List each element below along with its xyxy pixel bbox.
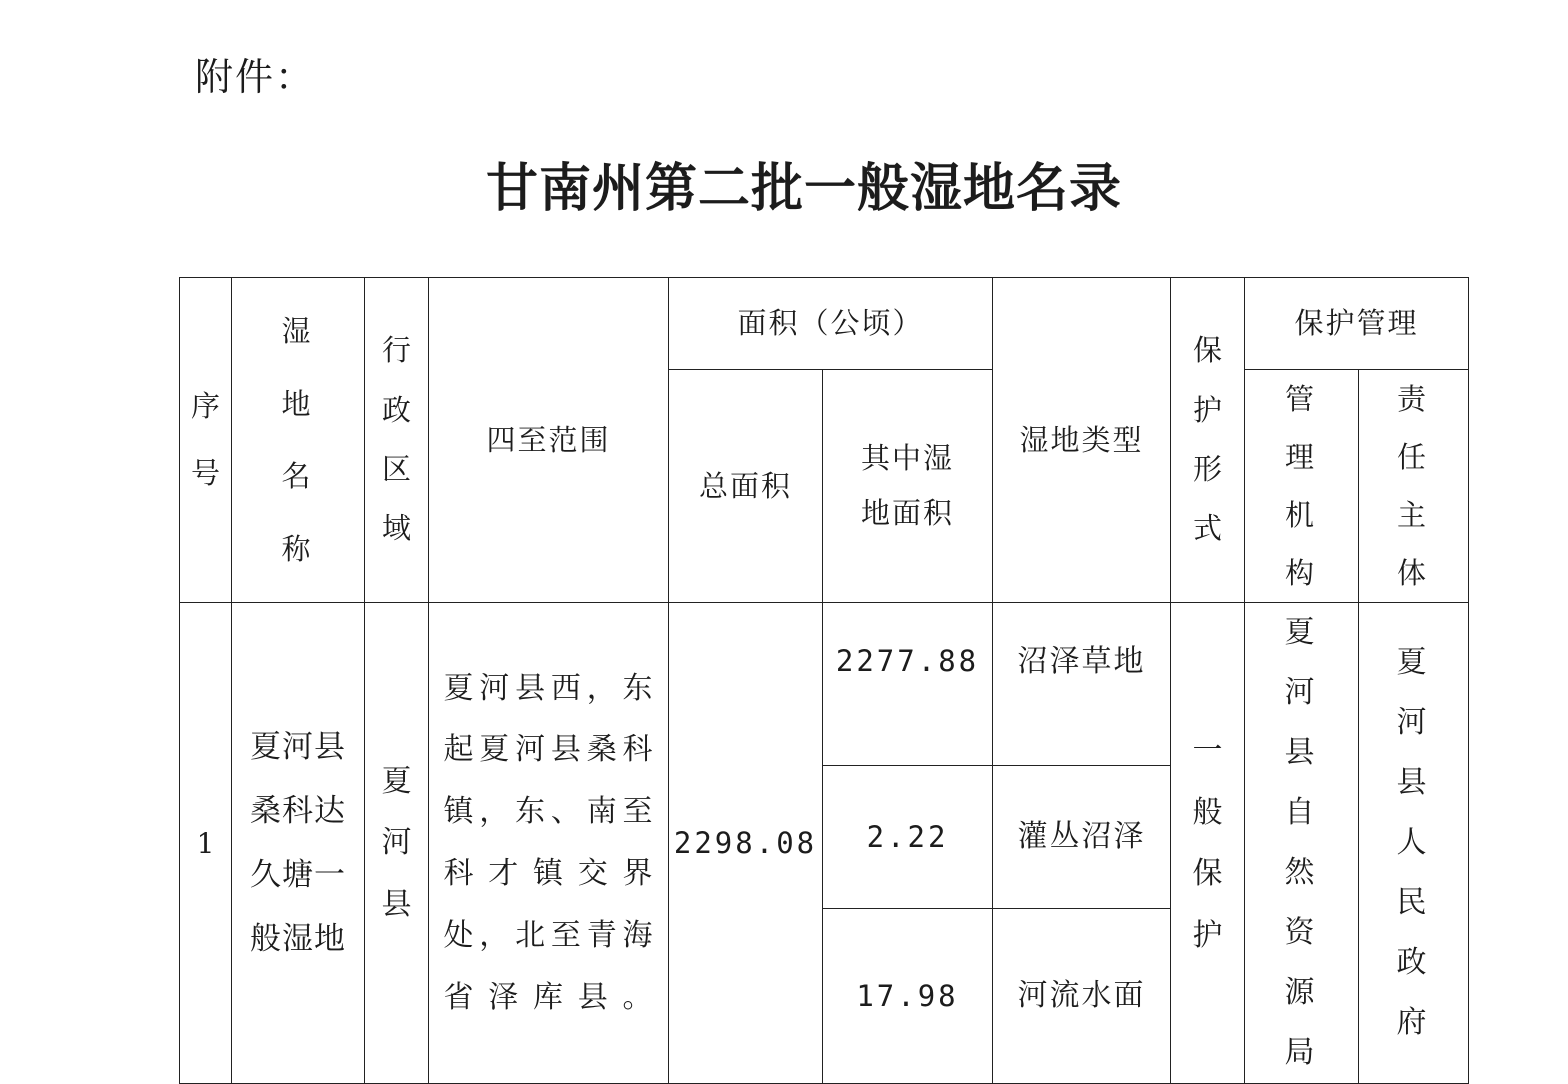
header-seq: 序号 (180, 278, 232, 603)
row-sub-area-3: 17.98 (823, 908, 993, 1083)
row-total-area: 2298.08 (669, 603, 823, 1084)
header-protection-form: 保护形式 (1171, 278, 1245, 603)
row-sub-type-2: 灌丛沼泽 (993, 765, 1171, 908)
row-sub-area-1: 2277.88 (823, 603, 993, 766)
attachment-label: 附件： (195, 55, 316, 99)
page-title: 甘南州第二批一般湿地名录 (485, 158, 1122, 219)
row-seq: 1 (180, 603, 232, 1084)
header-wetland-area: 其中湿地面积 (823, 370, 993, 603)
row-protection-form: 一般保护 (1171, 603, 1245, 1084)
table-row (180, 603, 1469, 766)
header-boundary: 四至范围 (429, 278, 669, 603)
header-managing-agency: 管理机构 (1245, 370, 1359, 603)
row-responsible-party: 夏河县人民政府 (1359, 603, 1469, 1084)
row-region: 夏河县 (365, 603, 429, 1084)
header-responsible-party: 责任主体 (1359, 370, 1469, 603)
header-total-area: 总面积 (669, 370, 823, 603)
row-sub-type-1: 沼泽草地 (993, 603, 1171, 766)
row-sub-area-2: 2.22 (823, 765, 993, 908)
header-management-group: 保护管理 (1245, 278, 1469, 370)
row-name: 夏河县桑科达久塘一般湿地 (232, 603, 365, 1084)
header-wetland-type: 湿地类型 (993, 278, 1171, 603)
header-row-1 (180, 278, 1469, 370)
header-area-group: 面积（公顷） (669, 278, 993, 370)
row-boundary: 夏河县西，东起夏河县桑科镇，东、南至科才镇交界处，北至青海省泽库县。 (429, 603, 669, 1084)
row-managing-agency: 夏河县自然资源局 (1245, 603, 1359, 1084)
wetland-list-table (179, 277, 1469, 1084)
header-name: 湿地名称 (232, 278, 365, 603)
row-sub-type-3: 河流水面 (993, 908, 1171, 1083)
header-region: 行政区域 (365, 278, 429, 603)
